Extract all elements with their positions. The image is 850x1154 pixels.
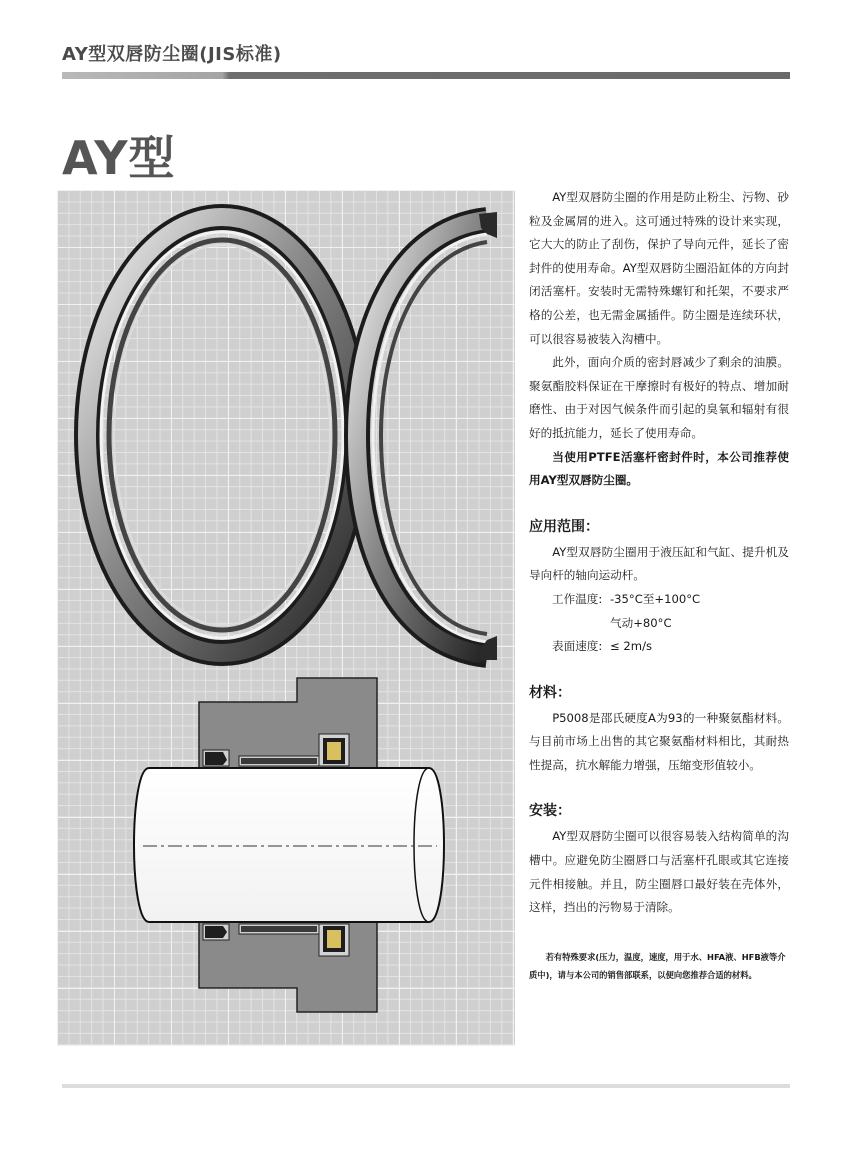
temperature-value: -35°C至+100°C: [610, 591, 701, 606]
footer-rule: [62, 1084, 790, 1088]
intro-recommendation: 当使用PTFE活塞杆密封件时，本公司推荐使用AY型双唇防尘圈。: [529, 449, 789, 488]
header-rule: [62, 72, 790, 79]
special-requirements-note: 若有特殊要求(压力，温度，速度，用于水、HFA液、HFB液等介质中)，请与本公司的销售部联系，以便向您推荐合适的材料。: [529, 951, 786, 980]
cut-ring-photo: [357, 212, 497, 660]
pneumatic-temperature-spec: [529, 612, 789, 636]
application-title: 应用范围：: [529, 518, 599, 535]
pneumatic-temperature-value: 气动+80°C: [610, 615, 672, 630]
header-title: AY型双唇防尘圈(JIS标准): [62, 44, 282, 65]
installation-title: 安装：: [529, 803, 571, 820]
material-text: P5008是邵氏硬度A为93的一种聚氨酯材料。与目前市场上出售的其它聚氨酯材料相比，其耐热性提高，抗水解能力增强，压缩变形值较小。: [529, 710, 789, 772]
intro-paragraph-1: AY型双唇防尘圈的作用是防止粉尘、污物、砂粒及金属屑的进入。这可通过特殊的设计来实现，它大大的防止了刮伤，保护了导向元件，延长了密封件的使用寿命。AY型双唇防尘圈沿缸体的方向封闭活塞杆。安装时无需特殊螺钉和托架，不要求严格的公差，也无需金属插件。防尘圈是连续环状，可以很容易被装入沟槽中。: [529, 190, 789, 346]
page-title: AY型: [62, 131, 176, 185]
speed-spec: [529, 635, 789, 659]
temperature-label: 工作温度:: [552, 591, 603, 606]
seal-drawing: [57, 190, 515, 1046]
material-title: 材料：: [529, 684, 571, 701]
installation-text: AY型双唇防尘圈可以很容易装入结构简单的沟槽中。应避免防尘圈唇口与活塞杆孔眼或其它连接元件相接触。并且，防尘圈唇口最好装在壳体外，这样，挡出的污物易于清除。: [529, 829, 789, 915]
product-illustration: [57, 190, 515, 1046]
full-ring-photo: [87, 217, 357, 653]
description-column: [529, 186, 789, 984]
installation-section-drawing: [134, 678, 444, 1012]
application-text: AY型双唇防尘圈用于液压缸和气缸、提升机及导向杆的轴向运动杆。: [529, 544, 789, 583]
intro-paragraph-2: 此外，面向介质的密封唇减少了剩余的油膜。聚氨酯胶料保证在干摩擦时有极好的特点、增加耐磨性、由于对因气候条件而引起的臭氧和辐射有很好的抵抗能力，延长了使用寿命。: [529, 355, 789, 440]
temperature-spec: [529, 588, 789, 612]
speed-label: 表面速度:: [552, 639, 603, 654]
speed-value: ≤ 2m/s: [610, 639, 653, 654]
